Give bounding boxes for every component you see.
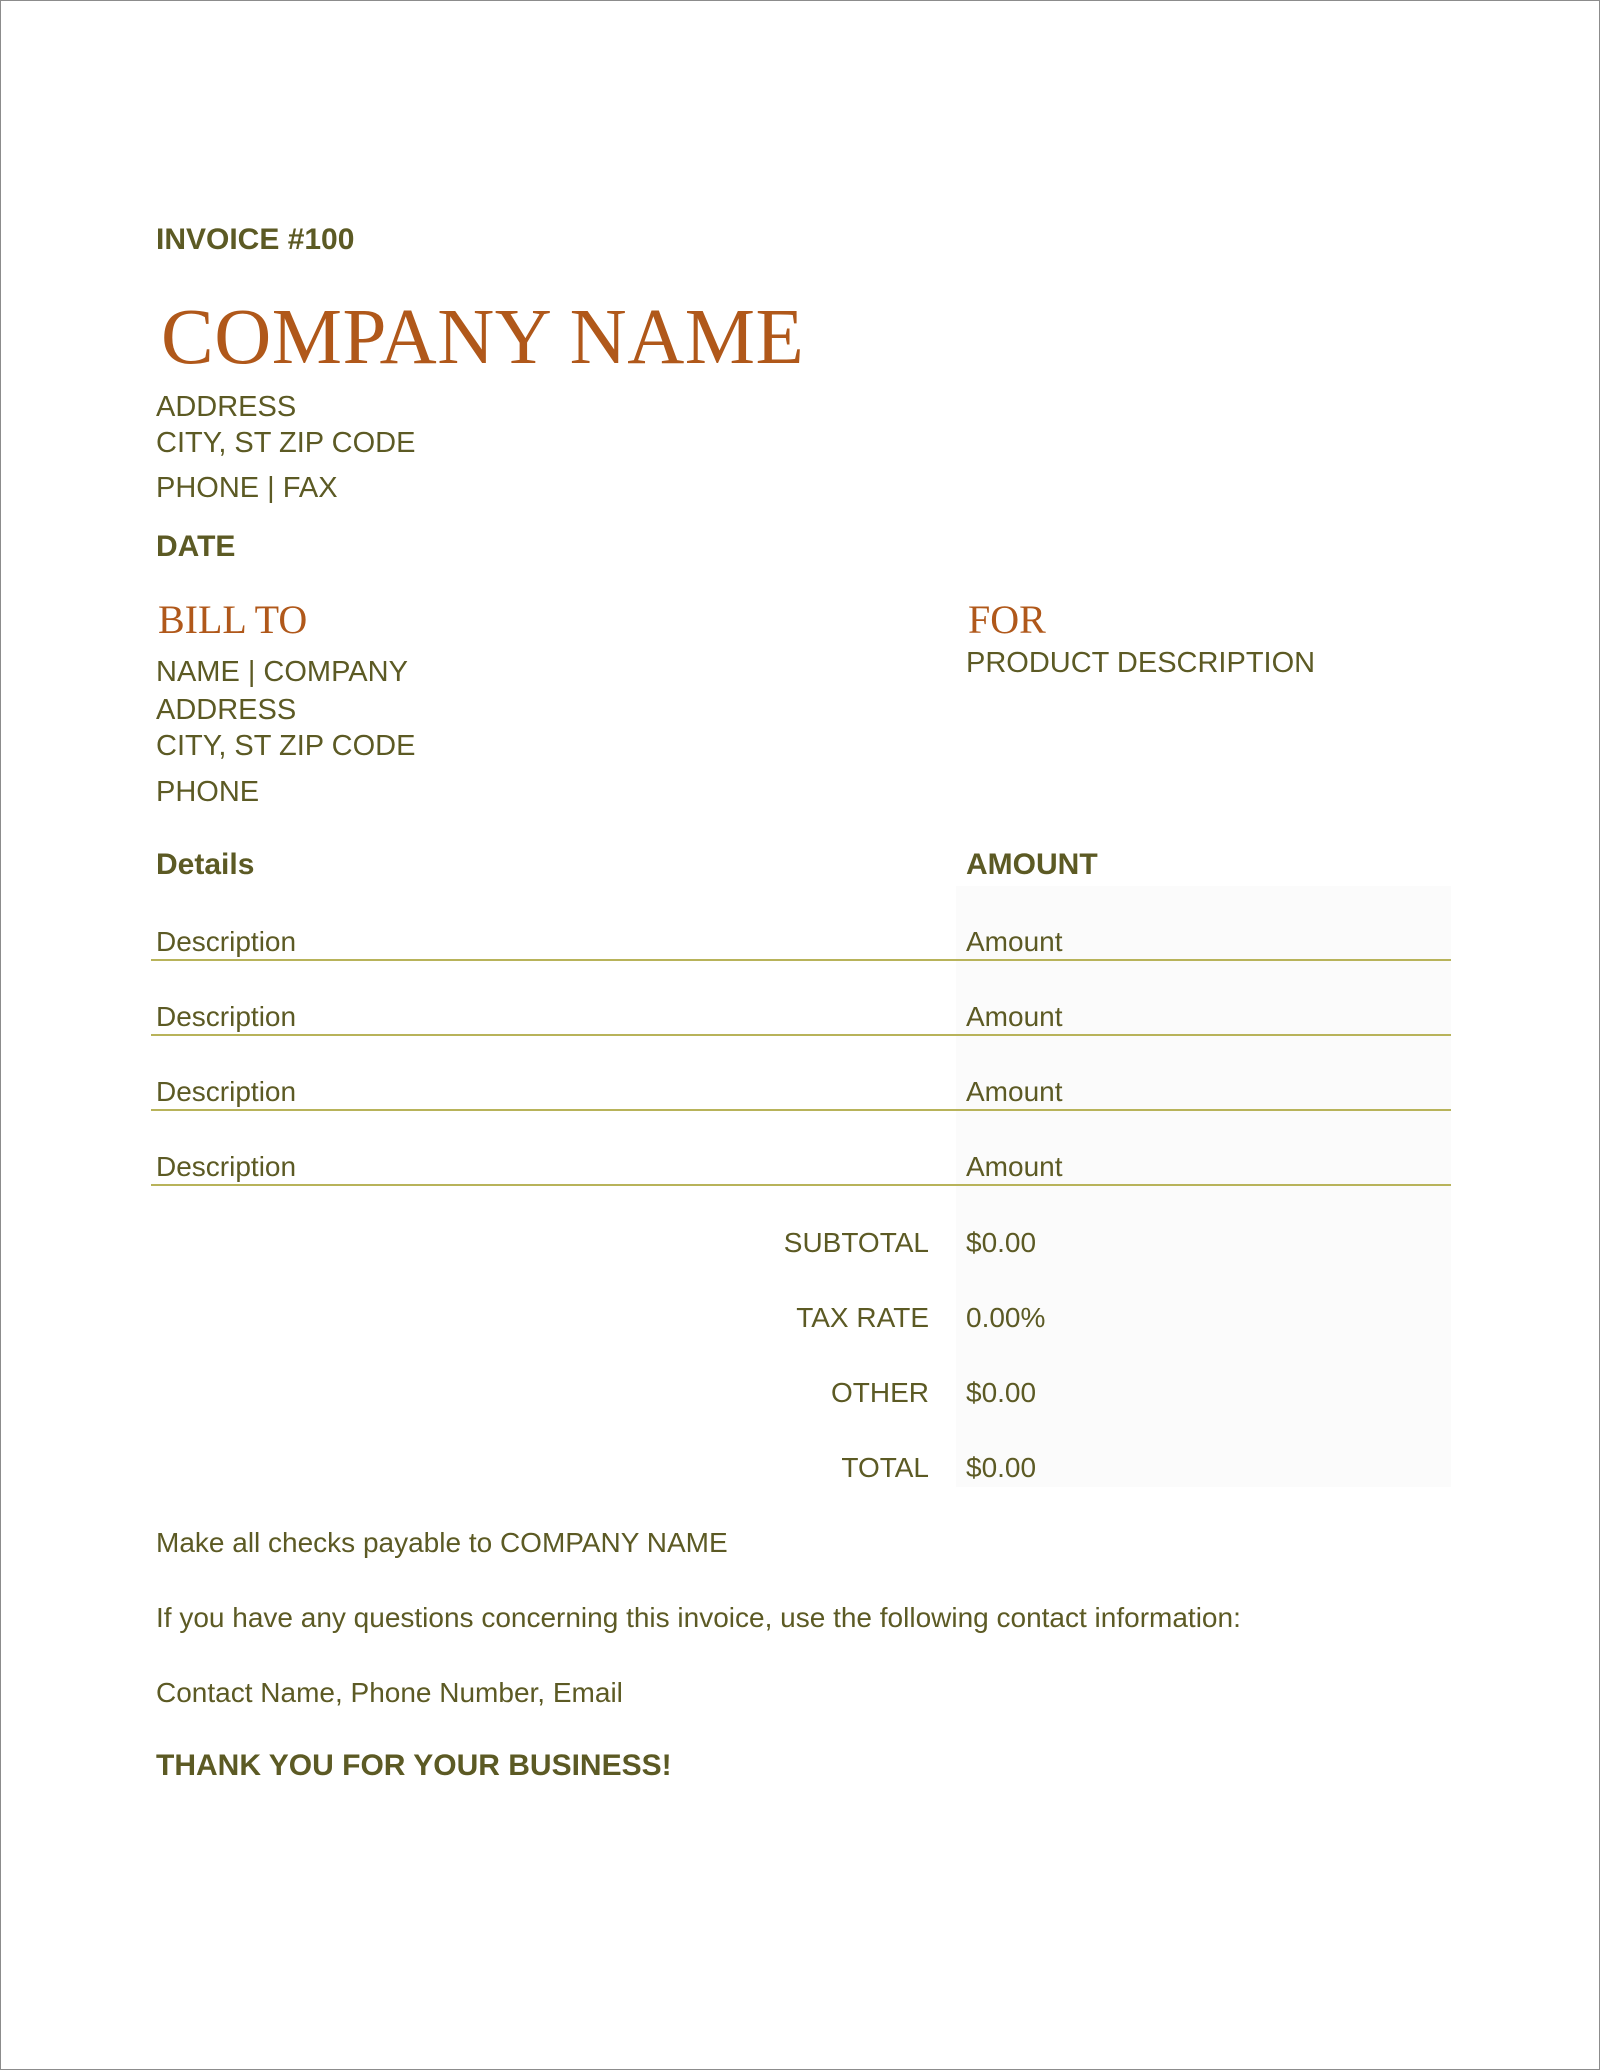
row-3-amount: Amount [966,1076,1063,1107]
company-name: COMPANY NAME [161,294,805,381]
contact-info: Contact Name, Phone Number, Email [156,1677,623,1708]
subtotal-value: $0.00 [966,1227,1037,1258]
total-label: TOTAL [841,1452,929,1483]
row-2-description: Description [156,1001,297,1032]
row-3-divider [151,1109,1451,1111]
row-1-description: Description [156,926,297,957]
company-phone-fax: PHONE | FAX [156,472,338,504]
for-heading: FOR [968,597,1046,642]
row-2-amount: Amount [966,1001,1063,1032]
other-value: $0.00 [966,1377,1037,1408]
amount-header: AMOUNT [966,848,1098,881]
row-1-divider [151,959,1451,961]
questions-note: If you have any questions concerning this invoice, use the following contact information: [156,1602,1241,1633]
details-header: Details [156,848,255,881]
bill-to-phone: PHONE [156,776,260,808]
company-address: ADDRESS [156,391,297,423]
date-label: DATE [156,530,236,563]
product-description: PRODUCT DESCRIPTION [966,647,1316,679]
row-2-divider [151,1034,1451,1036]
invoice-number: INVOICE #100 [156,223,355,256]
row-4-description: Description [156,1151,297,1182]
tax-rate-label: TAX RATE [796,1302,929,1333]
subtotal-label: SUBTOTAL [783,1227,929,1258]
row-1-amount: Amount [966,926,1063,957]
bill-to-name-company: NAME | COMPANY [156,656,408,688]
row-4-divider [151,1184,1451,1186]
total-value: $0.00 [966,1452,1037,1483]
row-3-description: Description [156,1076,297,1107]
bill-to-heading: BILL TO [158,597,308,642]
thank-you-message: THANK YOU FOR YOUR BUSINESS! [156,1749,672,1782]
bill-to-address: ADDRESS [156,694,297,726]
row-4-amount: Amount [966,1151,1063,1182]
tax-rate-value: 0.00% [966,1302,1046,1333]
other-label: OTHER [831,1377,929,1408]
company-city-state-zip: CITY, ST ZIP CODE [156,427,416,459]
bill-to-city-state-zip: CITY, ST ZIP CODE [156,730,416,762]
checks-payable-note: Make all checks payable to COMPANY NAME [156,1527,728,1558]
